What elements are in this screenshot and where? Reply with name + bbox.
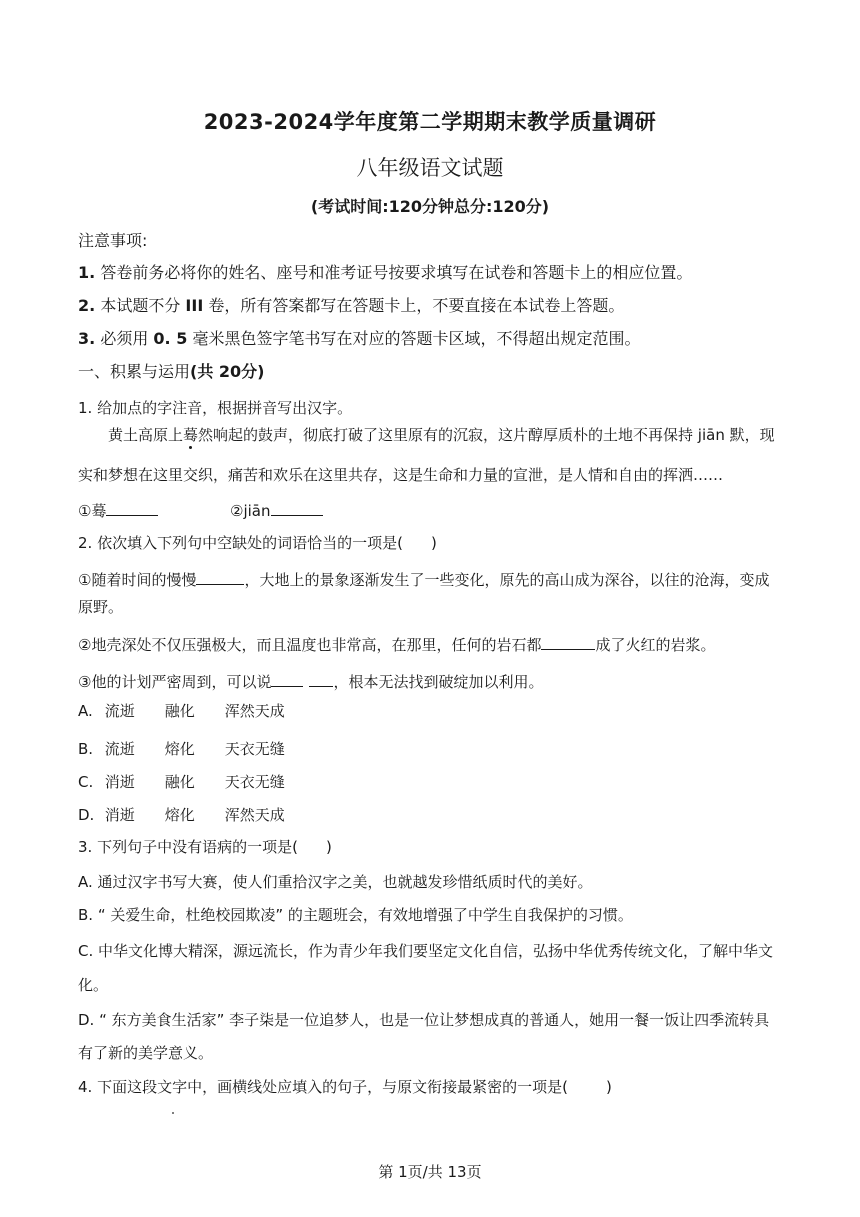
q2-option-a-word-3: 浑然天成 — [224, 702, 285, 720]
scan-speck — [172, 1112, 174, 1114]
q4-stem-end: ) — [605, 1078, 612, 1096]
q2-option-b — [78, 739, 783, 759]
notice-item-2-bold: III — [185, 296, 204, 315]
q2-s2-blank — [541, 635, 595, 650]
q2-s3-a: ③他的计划严密周到，可以说 — [78, 673, 272, 691]
q1-dotted-char: 蓦 — [183, 426, 199, 444]
notice-item-2 — [78, 296, 783, 316]
q3-option-a: A. 通过汉字书写大赛，使人们重拾汉字之美，也就越发珍惜纸质时代的美好。 — [78, 873, 593, 891]
q2-s2-b: 成了火红的岩浆。 — [595, 636, 716, 654]
q1-passage-line-2: 实和梦想在这里交织，痛苦和欢乐在这里共存，这是生命和力量的宣泄，是人情和自由的挥洒…… — [78, 466, 724, 484]
q3-stem-text: 3. 下列句子中没有语病的一项是( — [78, 838, 298, 856]
q2-option-d-label: D. — [78, 806, 95, 824]
q3-stem-end: ) — [325, 838, 332, 856]
q3-option-c-line-2: 化。 — [78, 976, 109, 994]
q2-s1-blank — [196, 570, 244, 585]
q2-sentence-3 — [78, 672, 783, 692]
q1-blank-1-label: ①蓦 — [78, 502, 107, 520]
q3-option-d-line-2: 有了新的美学意义。 — [78, 1044, 214, 1062]
q1-passage-a: 黄土高原上 — [108, 426, 184, 444]
q1-blank-2-label: ②jiān — [230, 502, 271, 520]
q2-stem — [78, 533, 783, 553]
q2-option-c — [78, 772, 783, 792]
notice-item-3-text-a: 必须用 — [100, 329, 149, 348]
section-1-score: (共 20分) — [190, 362, 265, 381]
q2-sentence-2 — [78, 635, 783, 655]
q2-stem-end: ) — [430, 534, 437, 552]
q4-stem-text: 4. 下面这段文字中，画横线处应填入的句子，与原文衔接最紧密的一项是( — [78, 1078, 568, 1096]
q1-passage-line-1 — [78, 425, 783, 445]
q2-option-c-word-1: 消逝 — [104, 773, 135, 791]
q2-option-b-label: B. — [78, 740, 94, 758]
q2-s3-b: ，根本无法找到破绽加以利用。 — [333, 673, 544, 691]
q2-s3-blank-b — [309, 672, 333, 687]
q2-option-c-word-2: 融化 — [164, 773, 195, 791]
q2-s2-a: ②地壳深处不仅压强极大，而且温度也非常高，在那里，任何的岩石都 — [78, 636, 542, 654]
q1-blank-2 — [271, 501, 323, 516]
q2-option-a-word-1: 流逝 — [104, 702, 135, 720]
q3-stem — [78, 837, 783, 857]
q2-option-c-label: C. — [78, 773, 94, 791]
notice-item-3 — [78, 329, 783, 349]
notice-item-1-text: 答卷前务必将你的姓名、座号和准考证号按要求填写在试卷和答题卡上的相应位置。 — [100, 263, 693, 282]
q3-option-b: B. “ 关爱生命，杜绝校园欺凌” 的主题班会，有效地增强了中学生自我保护的习惯。 — [78, 906, 633, 924]
q1-passage-b: 然响起的鼓声，彻底打破了这里原有的沉寂，这片醇厚质朴的土地不再保持 jiān 默，现 — [198, 426, 775, 444]
q2-option-b-word-2: 熔化 — [164, 740, 195, 758]
q2-option-b-word-3: 天衣无缝 — [224, 740, 285, 758]
q2-option-a-word-2: 融化 — [164, 702, 195, 720]
exam-subtitle: 八年级语文试题 — [356, 156, 504, 180]
q2-sentence-1 — [78, 570, 783, 590]
q1-blank-1 — [106, 501, 158, 516]
q2-s1-a: ①随着时间的慢慢 — [78, 571, 197, 589]
exam-time-info: (考试时间:120分钟总分:120分) — [310, 197, 550, 216]
q3-option-c-line-1: C. 中华文化博大精深，源远流长，作为青少年我们要坚定文化自信，弘扬中华优秀传统文化，了解中华文 — [78, 942, 774, 960]
q2-stem-text: 2. 依次填入下列句中空缺处的词语恰当的一项是( — [78, 534, 403, 552]
q2-option-d-word-3: 浑然天成 — [224, 806, 285, 824]
notice-item-1-number: 1. — [78, 263, 96, 282]
notice-item-1 — [78, 263, 783, 283]
notice-item-2-text-b: 卷，所有答案都写在答题卡上，不要直接在本试卷上答题。 — [208, 296, 625, 315]
q2-s1-b: ，大地上的景象逐渐发生了一些变化，原先的高山成为深谷，以往的沧海，变成 — [244, 571, 770, 589]
q2-option-b-word-1: 流逝 — [104, 740, 135, 758]
notice-heading: 注意事项: — [78, 231, 148, 250]
q2-option-d-word-1: 消逝 — [104, 806, 135, 824]
q4-stem — [78, 1077, 783, 1097]
q3-option-d-line-1: D. “ 东方美食生活家” 李子柒是一位追梦人，也是一位让梦想成真的普通人，她用一餐一饭让四季流转具 — [78, 1011, 770, 1029]
section-1-title: 一、积累与运用 — [78, 362, 191, 381]
q2-option-d-word-2: 熔化 — [164, 806, 195, 824]
q1-blanks — [78, 501, 783, 521]
notice-item-3-number: 3. — [78, 329, 96, 348]
exam-title: 2023-2024学年度第二学期期末教学质量调研 — [203, 110, 657, 134]
q2-s3-blank-a — [271, 672, 303, 687]
q2-option-a — [78, 701, 783, 721]
q2-option-d — [78, 805, 783, 825]
q2-option-a-label: A. — [78, 702, 93, 720]
section-1-heading — [78, 362, 783, 382]
q2-sentence-1-cont: 原野。 — [78, 598, 124, 616]
q2-option-c-word-3: 天衣无缝 — [224, 773, 285, 791]
page-number: 第 1页/共 13页 — [378, 1163, 482, 1181]
notice-item-3-bold: 0. 5 — [153, 329, 188, 348]
notice-item-2-number: 2. — [78, 296, 96, 315]
q1-stem: 1. 给加点的字注音，根据拼音写出汉字。 — [78, 399, 353, 417]
notice-item-3-text-b: 毫米黑色签字笔书写在对应的答题卡区域，不得超出规定范围。 — [192, 329, 641, 348]
notice-item-2-text-a: 本试题不分 — [100, 296, 181, 315]
